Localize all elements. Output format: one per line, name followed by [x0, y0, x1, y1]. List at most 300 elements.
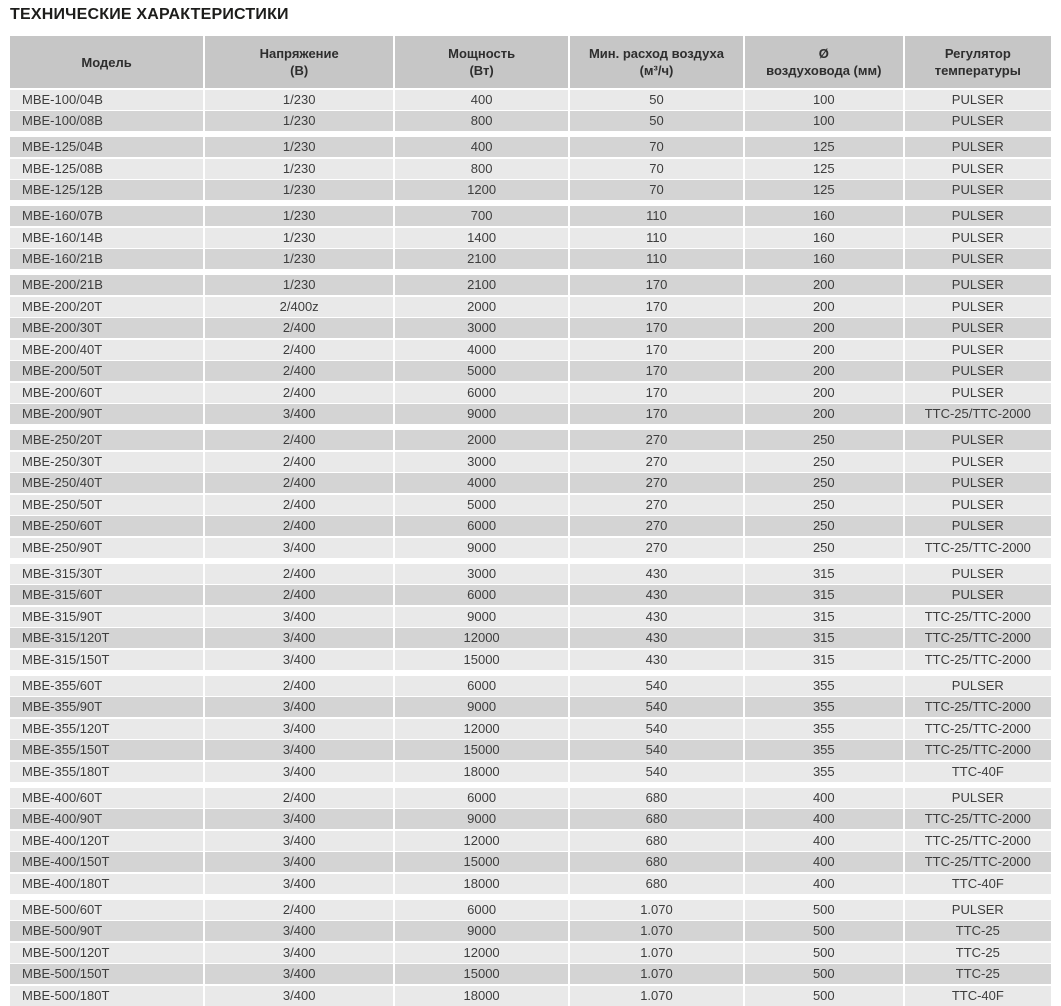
column-header-voltage [205, 36, 395, 88]
cell-regulator: TTC-25/TTC-2000 [905, 740, 1051, 760]
cell-diameter: 200 [745, 275, 905, 295]
table-row [10, 788, 1051, 808]
cell-power: 3000 [395, 318, 570, 338]
cell-airflow: 170 [570, 404, 745, 424]
cell-airflow: 70 [570, 159, 745, 179]
table-row [10, 740, 1051, 760]
cell-airflow: 680 [570, 831, 745, 851]
cell-airflow: 430 [570, 628, 745, 648]
model-group [10, 430, 1051, 558]
cell-regulator: TTC-40F [905, 874, 1051, 894]
cell-airflow: 430 [570, 585, 745, 605]
cell-airflow: 430 [570, 650, 745, 670]
cell-power: 6000 [395, 788, 570, 808]
cell-model: MBE-315/150T [10, 650, 205, 670]
cell-diameter: 250 [745, 430, 905, 450]
cell-diameter: 355 [745, 740, 905, 760]
cell-power: 15000 [395, 964, 570, 984]
cell-model: MBE-100/04B [10, 90, 205, 110]
cell-regulator: PULSER [905, 137, 1051, 157]
cell-airflow: 270 [570, 452, 745, 472]
table-row [10, 383, 1051, 403]
column-header-line1: Модель [81, 54, 132, 70]
cell-regulator: PULSER [905, 180, 1051, 200]
cell-power: 18000 [395, 762, 570, 782]
cell-airflow: 170 [570, 275, 745, 295]
cell-airflow: 430 [570, 607, 745, 627]
cell-regulator: TTC-40F [905, 986, 1051, 1006]
model-group [10, 564, 1051, 670]
cell-model: MBE-355/60T [10, 676, 205, 696]
table-row [10, 585, 1051, 605]
cell-model: MBE-100/08B [10, 111, 205, 131]
cell-diameter: 400 [745, 788, 905, 808]
table-row [10, 986, 1051, 1006]
cell-airflow: 540 [570, 676, 745, 696]
cell-model: MBE-250/30T [10, 452, 205, 472]
cell-power: 9000 [395, 538, 570, 558]
table-body [10, 90, 1051, 1006]
cell-power: 5000 [395, 495, 570, 515]
cell-diameter: 200 [745, 318, 905, 338]
cell-model: MBE-125/08B [10, 159, 205, 179]
cell-regulator: TTC-25/TTC-2000 [905, 809, 1051, 829]
cell-regulator: PULSER [905, 452, 1051, 472]
cell-regulator: PULSER [905, 206, 1051, 226]
cell-model: MBE-400/90T [10, 809, 205, 829]
column-header-line1: Напряжение [259, 46, 339, 61]
cell-power: 2000 [395, 297, 570, 317]
cell-power: 400 [395, 90, 570, 110]
cell-power: 2100 [395, 275, 570, 295]
cell-power: 6000 [395, 516, 570, 536]
cell-model: MBE-500/60T [10, 900, 205, 920]
cell-voltage: 3/400 [205, 809, 395, 829]
table-row [10, 762, 1051, 782]
cell-voltage: 3/400 [205, 607, 395, 627]
cell-airflow: 680 [570, 788, 745, 808]
cell-airflow: 680 [570, 852, 745, 872]
table-row [10, 430, 1051, 450]
cell-voltage: 3/400 [205, 831, 395, 851]
column-header-airflow [570, 36, 745, 88]
cell-power: 9000 [395, 404, 570, 424]
cell-voltage: 2/400 [205, 676, 395, 696]
cell-diameter: 400 [745, 809, 905, 829]
cell-airflow: 170 [570, 361, 745, 381]
cell-model: MBE-355/180T [10, 762, 205, 782]
cell-power: 5000 [395, 361, 570, 381]
cell-regulator: PULSER [905, 430, 1051, 450]
cell-regulator: PULSER [905, 297, 1051, 317]
table-row [10, 473, 1051, 493]
cell-model: MBE-200/20T [10, 297, 205, 317]
cell-regulator: TTC-25/TTC-2000 [905, 831, 1051, 851]
model-group [10, 90, 1051, 132]
column-header-line2: (м³/ч) [639, 63, 674, 78]
cell-airflow: 270 [570, 538, 745, 558]
model-group [10, 137, 1051, 200]
cell-model: MBE-200/50T [10, 361, 205, 381]
model-group [10, 206, 1051, 269]
cell-regulator: PULSER [905, 900, 1051, 920]
cell-airflow: 270 [570, 495, 745, 515]
cell-power: 1200 [395, 180, 570, 200]
table-row [10, 249, 1051, 269]
cell-regulator: TTC-25/TTC-2000 [905, 650, 1051, 670]
cell-regulator: PULSER [905, 361, 1051, 381]
cell-model: MBE-400/60T [10, 788, 205, 808]
cell-regulator: PULSER [905, 564, 1051, 584]
table-row [10, 964, 1051, 984]
cell-diameter: 315 [745, 607, 905, 627]
table-row [10, 275, 1051, 295]
cell-voltage: 3/400 [205, 404, 395, 424]
column-header-duct-diameter [745, 36, 905, 88]
table-row [10, 809, 1051, 829]
column-header-line2: (В) [290, 63, 309, 78]
cell-airflow: 110 [570, 206, 745, 226]
cell-voltage: 2/400 [205, 361, 395, 381]
cell-airflow: 170 [570, 383, 745, 403]
table-row [10, 874, 1051, 894]
cell-voltage: 2/400 [205, 788, 395, 808]
technical-specs-table [10, 36, 1051, 1006]
column-header-power [395, 36, 570, 88]
cell-power: 700 [395, 206, 570, 226]
cell-voltage: 3/400 [205, 943, 395, 963]
cell-airflow: 1.070 [570, 943, 745, 963]
cell-regulator: PULSER [905, 318, 1051, 338]
table-row [10, 228, 1051, 248]
cell-voltage: 3/400 [205, 538, 395, 558]
table-row [10, 607, 1051, 627]
table-row [10, 900, 1051, 920]
cell-regulator: PULSER [905, 228, 1051, 248]
cell-regulator: TTC-25/TTC-2000 [905, 404, 1051, 424]
column-header-line1: Мин. расход воздуха [588, 46, 724, 61]
cell-regulator: PULSER [905, 249, 1051, 269]
cell-diameter: 100 [745, 111, 905, 131]
cell-model: MBE-200/40T [10, 340, 205, 360]
cell-diameter: 200 [745, 361, 905, 381]
cell-regulator: PULSER [905, 788, 1051, 808]
table-row [10, 564, 1051, 584]
cell-model: MBE-160/07B [10, 206, 205, 226]
cell-power: 4000 [395, 473, 570, 493]
cell-power: 12000 [395, 719, 570, 739]
cell-power: 6000 [395, 585, 570, 605]
cell-airflow: 1.070 [570, 921, 745, 941]
cell-model: MBE-200/30T [10, 318, 205, 338]
column-header-regulator [905, 36, 1051, 88]
cell-model: MBE-160/21B [10, 249, 205, 269]
cell-voltage: 2/400 [205, 473, 395, 493]
cell-airflow: 270 [570, 473, 745, 493]
table-row [10, 719, 1051, 739]
cell-regulator: TTC-25/TTC-2000 [905, 697, 1051, 717]
column-header-line2: воздуховода (мм) [766, 63, 882, 78]
cell-diameter: 500 [745, 986, 905, 1006]
cell-airflow: 110 [570, 249, 745, 269]
cell-diameter: 400 [745, 874, 905, 894]
cell-power: 15000 [395, 740, 570, 760]
cell-model: MBE-400/150T [10, 852, 205, 872]
table-row [10, 650, 1051, 670]
cell-regulator: TTC-25/TTC-2000 [905, 852, 1051, 872]
cell-regulator: PULSER [905, 340, 1051, 360]
cell-diameter: 125 [745, 137, 905, 157]
cell-model: MBE-125/12B [10, 180, 205, 200]
cell-airflow: 170 [570, 318, 745, 338]
cell-model: MBE-250/40T [10, 473, 205, 493]
cell-power: 3000 [395, 564, 570, 584]
cell-power: 3000 [395, 452, 570, 472]
cell-power: 6000 [395, 900, 570, 920]
cell-power: 15000 [395, 852, 570, 872]
cell-regulator: TTC-40F [905, 762, 1051, 782]
cell-voltage: 3/400 [205, 986, 395, 1006]
cell-voltage: 2/400 [205, 383, 395, 403]
cell-voltage: 3/400 [205, 740, 395, 760]
cell-regulator: TTC-25 [905, 964, 1051, 984]
cell-model: MBE-500/120T [10, 943, 205, 963]
column-header-line2: температуры [934, 63, 1021, 78]
cell-voltage: 3/400 [205, 964, 395, 984]
cell-regulator: TTC-25/TTC-2000 [905, 538, 1051, 558]
cell-regulator: PULSER [905, 90, 1051, 110]
cell-airflow: 270 [570, 516, 745, 536]
cell-model: MBE-125/04B [10, 137, 205, 157]
cell-airflow: 170 [570, 297, 745, 317]
table-row [10, 516, 1051, 536]
cell-power: 9000 [395, 697, 570, 717]
cell-voltage: 3/400 [205, 921, 395, 941]
cell-voltage: 1/230 [205, 249, 395, 269]
cell-airflow: 540 [570, 697, 745, 717]
model-group [10, 788, 1051, 894]
cell-power: 6000 [395, 676, 570, 696]
table-row [10, 452, 1051, 472]
cell-model: MBE-500/180T [10, 986, 205, 1006]
cell-diameter: 200 [745, 383, 905, 403]
cell-diameter: 100 [745, 90, 905, 110]
cell-diameter: 500 [745, 943, 905, 963]
table-row [10, 297, 1051, 317]
cell-diameter: 250 [745, 495, 905, 515]
cell-voltage: 1/230 [205, 275, 395, 295]
cell-voltage: 3/400 [205, 628, 395, 648]
cell-voltage: 2/400 [205, 516, 395, 536]
cell-voltage: 3/400 [205, 852, 395, 872]
cell-regulator: PULSER [905, 111, 1051, 131]
table-row [10, 318, 1051, 338]
cell-model: MBE-355/90T [10, 697, 205, 717]
page-title: ТЕХНИЧЕСКИЕ ХАРАКТЕРИСТИКИ [10, 6, 289, 23]
cell-model: MBE-500/150T [10, 964, 205, 984]
cell-airflow: 110 [570, 228, 745, 248]
cell-voltage: 2/400 [205, 585, 395, 605]
cell-power: 2100 [395, 249, 570, 269]
column-header-line1: Регулятор [944, 46, 1011, 61]
table-row [10, 921, 1051, 941]
cell-voltage: 1/230 [205, 90, 395, 110]
cell-voltage: 2/400 [205, 900, 395, 920]
cell-power: 1400 [395, 228, 570, 248]
cell-diameter: 315 [745, 564, 905, 584]
cell-diameter: 500 [745, 900, 905, 920]
cell-power: 6000 [395, 383, 570, 403]
cell-power: 12000 [395, 831, 570, 851]
cell-regulator: TTC-25 [905, 921, 1051, 941]
cell-model: MBE-315/60T [10, 585, 205, 605]
table-row [10, 159, 1051, 179]
cell-airflow: 540 [570, 762, 745, 782]
cell-airflow: 680 [570, 809, 745, 829]
cell-model: MBE-250/50T [10, 495, 205, 515]
cell-diameter: 250 [745, 473, 905, 493]
cell-power: 2000 [395, 430, 570, 450]
cell-power: 15000 [395, 650, 570, 670]
cell-voltage: 2/400 [205, 564, 395, 584]
cell-airflow: 50 [570, 90, 745, 110]
cell-voltage: 1/230 [205, 180, 395, 200]
cell-voltage: 2/400 [205, 340, 395, 360]
cell-airflow: 270 [570, 430, 745, 450]
cell-power: 18000 [395, 874, 570, 894]
cell-power: 800 [395, 159, 570, 179]
cell-diameter: 250 [745, 516, 905, 536]
cell-model: MBE-200/21B [10, 275, 205, 295]
table-row [10, 340, 1051, 360]
table-row [10, 361, 1051, 381]
cell-diameter: 500 [745, 921, 905, 941]
cell-power: 18000 [395, 986, 570, 1006]
table-row [10, 180, 1051, 200]
table-row [10, 111, 1051, 131]
cell-model: MBE-315/90T [10, 607, 205, 627]
cell-diameter: 160 [745, 249, 905, 269]
cell-regulator: PULSER [905, 473, 1051, 493]
cell-voltage: 1/230 [205, 137, 395, 157]
cell-voltage: 2/400 [205, 430, 395, 450]
cell-voltage: 3/400 [205, 762, 395, 782]
cell-voltage: 2/400 [205, 495, 395, 515]
table-row [10, 404, 1051, 424]
cell-regulator: PULSER [905, 495, 1051, 515]
cell-regulator: PULSER [905, 275, 1051, 295]
cell-diameter: 400 [745, 831, 905, 851]
cell-power: 9000 [395, 607, 570, 627]
table-row [10, 697, 1051, 717]
cell-power: 12000 [395, 943, 570, 963]
cell-power: 12000 [395, 628, 570, 648]
cell-diameter: 315 [745, 585, 905, 605]
cell-airflow: 1.070 [570, 964, 745, 984]
cell-voltage: 3/400 [205, 874, 395, 894]
table-row [10, 943, 1051, 963]
cell-model: MBE-315/30T [10, 564, 205, 584]
table-row [10, 90, 1051, 110]
cell-airflow: 540 [570, 719, 745, 739]
table-header-row [10, 36, 1051, 88]
cell-regulator: PULSER [905, 516, 1051, 536]
cell-model: MBE-355/150T [10, 740, 205, 760]
cell-power: 9000 [395, 921, 570, 941]
cell-diameter: 250 [745, 538, 905, 558]
cell-airflow: 1.070 [570, 900, 745, 920]
cell-regulator: PULSER [905, 585, 1051, 605]
table-row [10, 206, 1051, 226]
table-row [10, 538, 1051, 558]
column-header-line1: Ø [818, 46, 829, 61]
cell-airflow: 540 [570, 740, 745, 760]
cell-airflow: 170 [570, 340, 745, 360]
cell-model: MBE-400/120T [10, 831, 205, 851]
cell-diameter: 315 [745, 650, 905, 670]
cell-diameter: 355 [745, 762, 905, 782]
cell-voltage: 2/400z [205, 297, 395, 317]
cell-diameter: 315 [745, 628, 905, 648]
cell-power: 400 [395, 137, 570, 157]
cell-model: MBE-250/90T [10, 538, 205, 558]
cell-airflow: 1.070 [570, 986, 745, 1006]
cell-model: MBE-200/60T [10, 383, 205, 403]
cell-diameter: 200 [745, 404, 905, 424]
cell-model: MBE-250/60T [10, 516, 205, 536]
cell-model: MBE-500/90T [10, 921, 205, 941]
cell-diameter: 250 [745, 452, 905, 472]
cell-diameter: 400 [745, 852, 905, 872]
cell-regulator: PULSER [905, 383, 1051, 403]
cell-diameter: 200 [745, 297, 905, 317]
cell-voltage: 1/230 [205, 111, 395, 131]
cell-airflow: 50 [570, 111, 745, 131]
cell-airflow: 70 [570, 180, 745, 200]
cell-diameter: 355 [745, 676, 905, 696]
model-group [10, 676, 1051, 782]
cell-diameter: 125 [745, 180, 905, 200]
cell-diameter: 355 [745, 697, 905, 717]
table-row [10, 137, 1051, 157]
table-row [10, 831, 1051, 851]
cell-regulator: TTC-25/TTC-2000 [905, 607, 1051, 627]
table-row [10, 676, 1051, 696]
cell-airflow: 430 [570, 564, 745, 584]
cell-voltage: 3/400 [205, 650, 395, 670]
cell-voltage: 2/400 [205, 452, 395, 472]
cell-diameter: 500 [745, 964, 905, 984]
cell-voltage: 2/400 [205, 318, 395, 338]
cell-diameter: 200 [745, 340, 905, 360]
table-row [10, 852, 1051, 872]
cell-diameter: 160 [745, 206, 905, 226]
cell-model: MBE-355/120T [10, 719, 205, 739]
table-row [10, 495, 1051, 515]
cell-diameter: 355 [745, 719, 905, 739]
cell-model: MBE-250/20T [10, 430, 205, 450]
cell-regulator: PULSER [905, 676, 1051, 696]
cell-regulator: PULSER [905, 159, 1051, 179]
cell-power: 4000 [395, 340, 570, 360]
column-header-line2: (Вт) [469, 63, 494, 78]
cell-regulator: TTC-25/TTC-2000 [905, 628, 1051, 648]
table-row [10, 628, 1051, 648]
column-header-line1: Мощность [448, 46, 516, 61]
cell-model: MBE-200/90T [10, 404, 205, 424]
column-header-model [10, 36, 205, 88]
cell-voltage: 3/400 [205, 697, 395, 717]
